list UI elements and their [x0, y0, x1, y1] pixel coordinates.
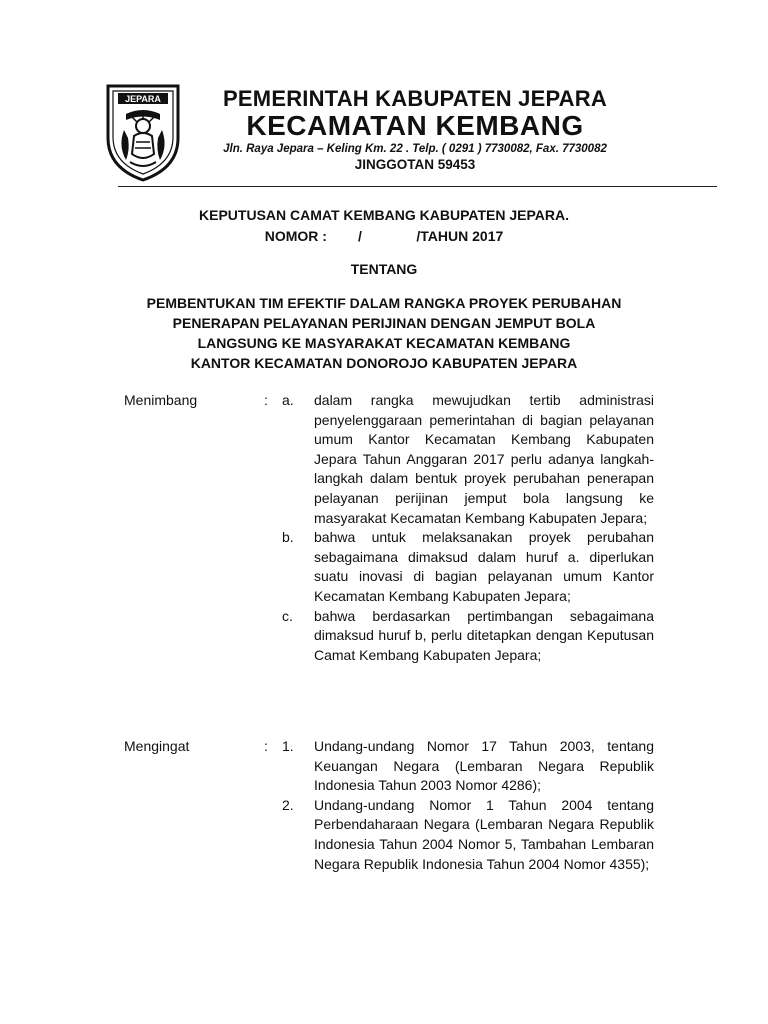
- list-item: [282, 737, 654, 796]
- logo-text: JEPARA: [125, 94, 161, 104]
- item-marker: 1.: [282, 738, 294, 754]
- section-label: Menimbang: [124, 392, 198, 408]
- government-name: PEMERINTAH KABUPATEN JEPARA: [223, 86, 607, 111]
- subject-line: PENERAPAN PELAYANAN PERIJINAN DENGAN JEMPUT BOLA: [172, 315, 596, 331]
- district-name: KECAMATAN KEMBANG: [246, 110, 584, 141]
- office-address: Jln. Raya Jepara – Keling Km. 22 . Telp. ( 0291 ) 7730082, Fax. 7730082: [223, 143, 607, 155]
- item-marker: c.: [282, 607, 293, 624]
- section-label: Mengingat: [124, 738, 190, 754]
- item-text: bahwa berdasarkan pertimbangan sebagaimana dimaksud huruf b, perlu ditetapkan dengan Keputusan Camat Kembang Kabupaten Jepara;: [314, 607, 654, 663]
- decree-number: NOMOR : / /TAHUN 2017: [264, 228, 504, 244]
- section-colon: :: [264, 392, 268, 408]
- item-marker: a.: [282, 392, 294, 408]
- section-colon: :: [264, 738, 268, 754]
- list-item: [282, 607, 654, 666]
- subject-line: KANTOR KECAMATAN DONOROJO KABUPATEN JEPARA: [190, 355, 578, 371]
- about-heading: TENTANG: [350, 261, 418, 277]
- letterhead-divider: [118, 186, 717, 187]
- decree-title: KEPUTUSAN CAMAT KEMBANG KABUPATEN JEPARA.: [199, 207, 569, 223]
- item-marker: b.: [282, 529, 294, 546]
- item-text: Undang-undang Nomor 17 Tahun 2003, tentang Keuangan Negara (Lembaran Negara Republik Indonesia Tahun 2003 Nomor 4286);: [314, 738, 654, 794]
- item-marker: 2.: [282, 796, 294, 813]
- list-item: [282, 528, 654, 606]
- list-item: [282, 796, 654, 874]
- subject-line: LANGSUNG KE MASYARAKAT KECAMATAN KEMBANG: [197, 335, 571, 351]
- decree-subject: [100, 293, 668, 373]
- item-text: dalam rangka mewujudkan tertib administrasi penyelenggaraan pemerintahan di bagian pelayanan umum Kantor Kecamatan Kembang Kabupaten Jepara Tahun Anggaran 2017 perlu adanya langkah-langkah dalam bentuk proyek perubahan penerapan pelayanan perijinan jemput bola langsung ke masyarakat Kecamatan Kembang Kabupaten Jepara;: [314, 392, 654, 526]
- jepara-coat-of-arms-logo: [104, 80, 182, 184]
- subject-line: PEMBENTUKAN TIM EFEKTIF DALAM RANGKA PROYEK PERUBAHAN: [146, 295, 622, 311]
- list-item: [282, 391, 654, 528]
- postal-code: JINGGOTAN 59453: [354, 157, 476, 172]
- mengingat-section: [124, 737, 654, 874]
- menimbang-section: [124, 391, 654, 665]
- item-text: bahwa untuk melaksanakan proyek perubahan sebagaimana dimaksud dalam huruf a. diperlukan suatu inovasi di bagian pelayanan umum Kantor Kecamatan Kembang Kabupaten Jepara;: [314, 529, 654, 604]
- item-text: Undang-undang Nomor 1 Tahun 2004 tentang Perbendaharaan Negara (Lembaran Negara Republik Indonesia Tahun 2004 Nomor 5, Tambahan Lembaran Negara Republik Indonesia Tahun 2004 Nomor 4355);: [314, 796, 654, 872]
